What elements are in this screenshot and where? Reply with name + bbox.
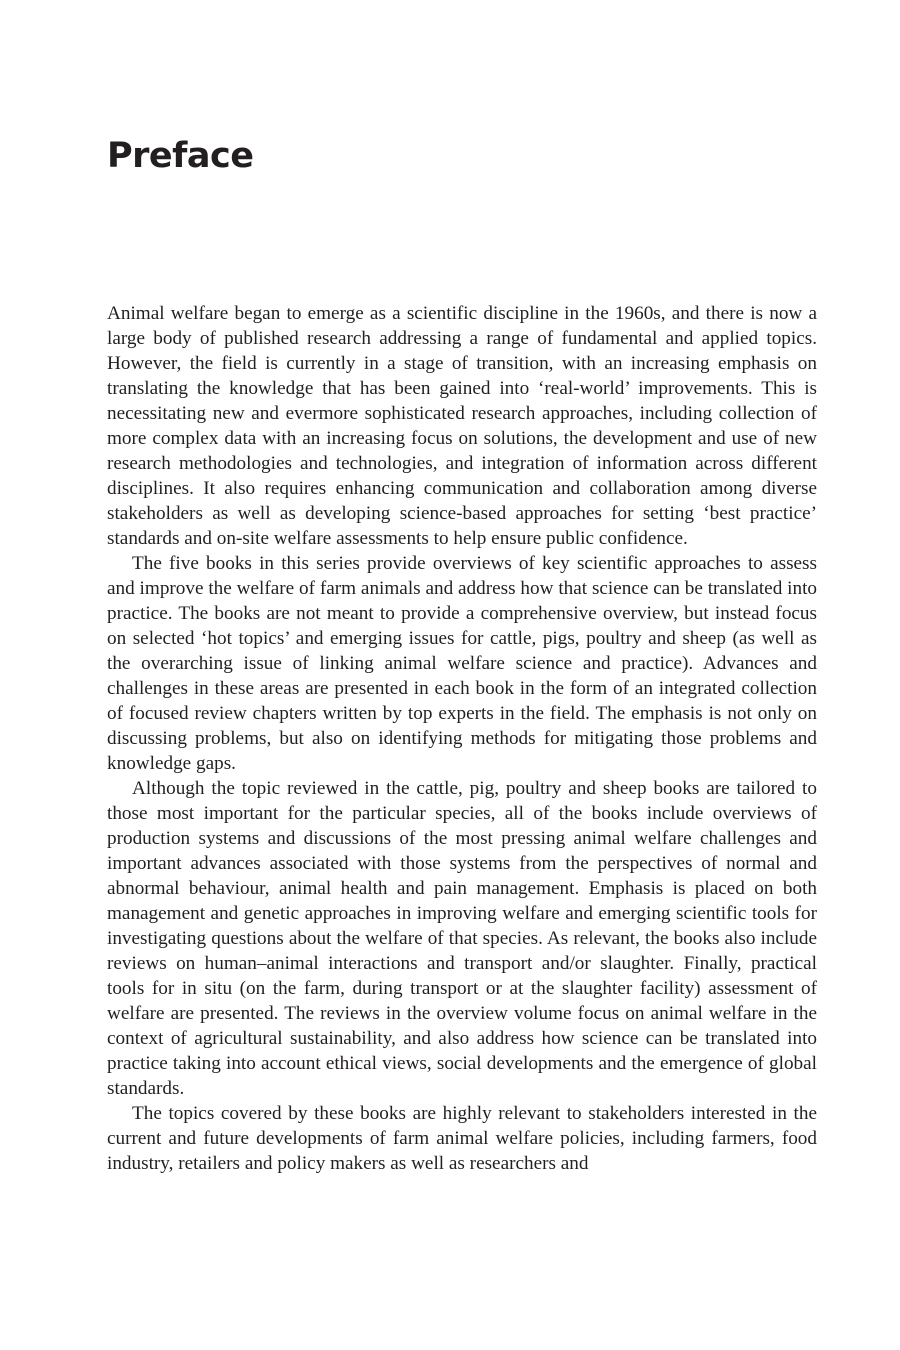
paragraph: The five books in this series provide overviews of key scientific approaches to assess and improve the welfare of farm animals and address how that science can be translated into practice. The books are not meant to provide a comprehensive overview, but instead focus on selected ‘hot topics’ and emerging issues for cattle, pigs, poultry and sheep (as well as the overarching issue of linking animal welfare science and practice). Advances and challenges in these areas are presented in each book in the form of an integrated collection of focused review chapters written by top experts in the field. The emphasis is not only on discussing problems, but also on identifying methods for mitigating those problems and knowledge gaps. [107, 553, 817, 774]
page-title: Preface [107, 136, 254, 176]
paragraph: The topics covered by these books are highly relevant to stakeholders interested in the current and future developments of farm animal welfare policies, including farmers, food industry, retailers and policy makers as well as researchers and [107, 1103, 817, 1174]
paragraph: Animal welfare began to emerge as a scientific discipline in the 1960s, and there is now a large body of published research addressing a range of fundamental and applied topics. However, the field is currently in a stage of transition, with an increasing emphasis on translating the knowledge that has been gained into ‘real-world’ improvements. This is necessitating new and evermore sophisticated research approaches, including collection of more complex data with an increasing focus on solutions, the development and use of new research methodologies and technologies, and integration of information across different disciplines. It also requires enhancing communication and collaboration among diverse stakeholders as well as developing science-based approaches for setting ‘best practice’ standards and on-site welfare assessments to help ensure public confidence. [107, 303, 817, 549]
body-text [107, 301, 817, 1176]
paragraph: Although the topic reviewed in the cattle, pig, poultry and sheep books are tailored to those most important for the particular species, all of the books include overviews of production systems and discussions of the most pressing animal welfare challenges and important advances associated with those systems from the perspectives of normal and abnormal behaviour, animal health and pain management. Emphasis is placed on both management and genetic approaches in improving welfare and emerging scientific tools for investigating questions about the welfare of that species. As relevant, the books also include reviews on human–animal interactions and transport and/or slaughter. Finally, practical tools for in situ (on the farm, during transport or at the slaughter facility) assessment of welfare are presented. The reviews in the overview volume focus on animal welfare in the context of agricultural sustainability, and also address how science can be translated into practice taking into account ethical views, social developments and the emergence of global standards. [107, 778, 817, 1099]
